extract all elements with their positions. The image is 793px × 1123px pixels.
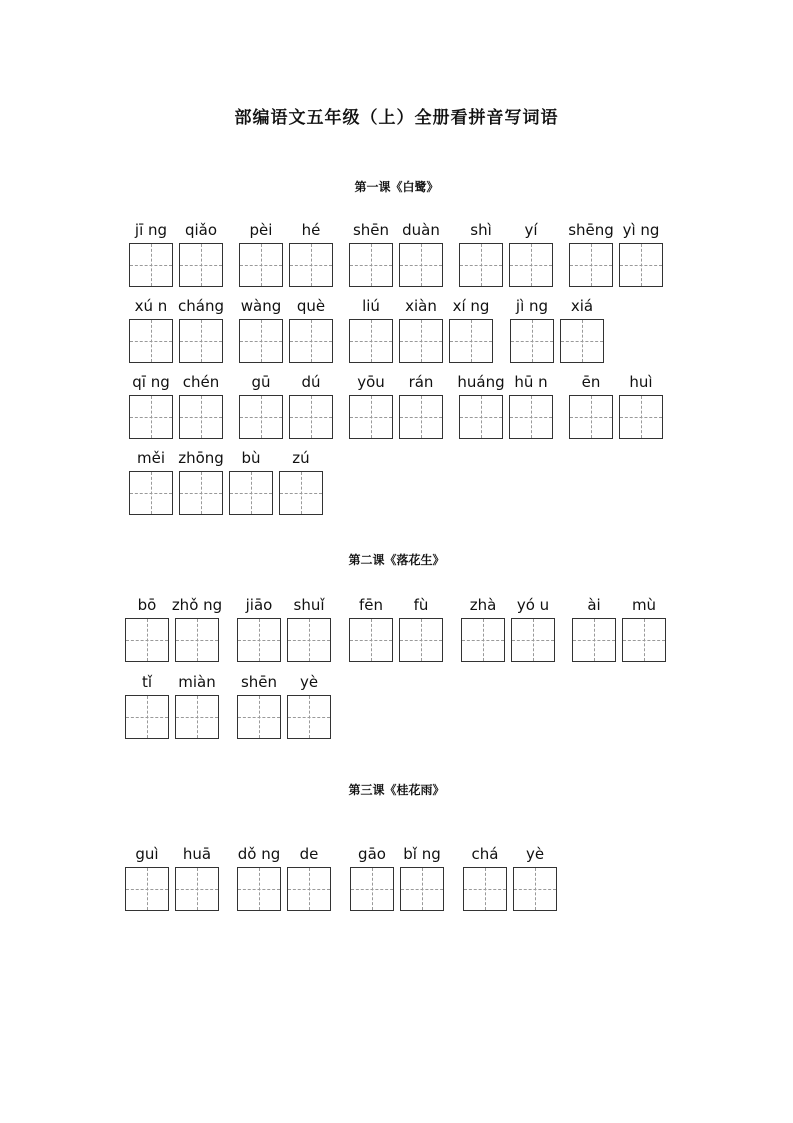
page-title: 部编语文五年级（上）全册看拼音写词语 — [234, 108, 559, 128]
writing-box[interactable] — [287, 695, 331, 739]
pinyin-label: gū — [251, 373, 271, 391]
writing-box[interactable] — [513, 867, 557, 911]
pinyin-label: qī ng — [132, 373, 170, 391]
writing-box[interactable] — [129, 471, 173, 515]
pinyin-label: cháng — [178, 297, 224, 315]
pinyin-label: ēn — [581, 373, 601, 391]
pinyin-label: yè — [299, 673, 319, 691]
writing-box[interactable] — [509, 243, 553, 287]
writing-box[interactable] — [399, 243, 443, 287]
pinyin-label: fù — [413, 596, 429, 614]
pinyin-label: shēn — [352, 221, 390, 239]
pinyin-label: mù — [631, 596, 657, 614]
writing-box[interactable] — [237, 618, 281, 662]
pinyin-label: xí ng — [452, 297, 490, 315]
pinyin-label: huáng — [457, 373, 505, 391]
pinyin-label: bù — [241, 449, 261, 467]
writing-box[interactable] — [399, 618, 443, 662]
pinyin-label: yè — [525, 845, 545, 863]
pinyin-label: shēng — [568, 221, 614, 239]
writing-box[interactable] — [349, 243, 393, 287]
pinyin-label: duàn — [402, 221, 440, 239]
pinyin-label: dǒ ng — [237, 845, 281, 863]
section-heading: 第三课《桂花雨》 — [348, 783, 445, 797]
writing-box[interactable] — [237, 695, 281, 739]
writing-box[interactable] — [619, 243, 663, 287]
writing-box[interactable] — [399, 319, 443, 363]
pinyin-label: chén — [182, 373, 220, 391]
writing-box[interactable] — [461, 618, 505, 662]
writing-box[interactable] — [125, 695, 169, 739]
writing-box[interactable] — [289, 395, 333, 439]
pinyin-label: dú — [301, 373, 321, 391]
writing-box[interactable] — [511, 618, 555, 662]
pinyin-label: pèi — [249, 221, 273, 239]
writing-box[interactable] — [129, 243, 173, 287]
pinyin-label: xú n — [134, 297, 168, 315]
writing-box[interactable] — [179, 471, 223, 515]
writing-box[interactable] — [399, 395, 443, 439]
writing-box[interactable] — [449, 319, 493, 363]
writing-box[interactable] — [560, 319, 604, 363]
pinyin-label: bǐ ng — [403, 845, 441, 863]
writing-box[interactable] — [289, 319, 333, 363]
pinyin-label: měi — [136, 449, 165, 467]
writing-box[interactable] — [179, 319, 223, 363]
writing-box[interactable] — [349, 618, 393, 662]
writing-box[interactable] — [569, 395, 613, 439]
pinyin-label: jiāo — [245, 596, 273, 614]
pinyin-label: liú — [362, 297, 380, 315]
pinyin-label: de — [299, 845, 319, 863]
pinyin-label: huì — [629, 373, 653, 391]
writing-box[interactable] — [239, 395, 283, 439]
pinyin-label: chá — [471, 845, 499, 863]
pinyin-label: yōu — [357, 373, 385, 391]
writing-box[interactable] — [175, 695, 219, 739]
writing-box[interactable] — [229, 471, 273, 515]
pinyin-label: shēn — [240, 673, 278, 691]
writing-box[interactable] — [569, 243, 613, 287]
writing-box[interactable] — [239, 243, 283, 287]
pinyin-label: ài — [587, 596, 601, 614]
pinyin-label: fēn — [358, 596, 384, 614]
writing-box[interactable] — [175, 618, 219, 662]
pinyin-label: wàng — [240, 297, 282, 315]
writing-box[interactable] — [572, 618, 616, 662]
writing-box[interactable] — [459, 395, 503, 439]
writing-box[interactable] — [239, 319, 283, 363]
writing-box[interactable] — [509, 395, 553, 439]
writing-box[interactable] — [179, 243, 223, 287]
pinyin-label: yí — [524, 221, 538, 239]
pinyin-label: jì ng — [515, 297, 549, 315]
pinyin-label: què — [296, 297, 326, 315]
section-heading: 第一课《白鹭》 — [354, 180, 439, 194]
pinyin-label: xiá — [570, 297, 594, 315]
writing-box[interactable] — [349, 395, 393, 439]
writing-box[interactable] — [463, 867, 507, 911]
writing-box[interactable] — [400, 867, 444, 911]
writing-box[interactable] — [287, 618, 331, 662]
pinyin-label: guì — [135, 845, 159, 863]
section-heading: 第二课《落花生》 — [348, 553, 445, 567]
pinyin-label: yì ng — [622, 221, 660, 239]
pinyin-label: shì — [470, 221, 492, 239]
writing-box[interactable] — [350, 867, 394, 911]
pinyin-label: qiǎo — [184, 221, 218, 239]
writing-box[interactable] — [179, 395, 223, 439]
pinyin-label: zhà — [469, 596, 497, 614]
writing-box[interactable] — [175, 867, 219, 911]
writing-box[interactable] — [459, 243, 503, 287]
writing-box[interactable] — [287, 867, 331, 911]
writing-box[interactable] — [279, 471, 323, 515]
writing-box[interactable] — [349, 319, 393, 363]
pinyin-label: hé — [301, 221, 321, 239]
pinyin-label: yó u — [516, 596, 550, 614]
writing-box[interactable] — [125, 618, 169, 662]
writing-box[interactable] — [129, 395, 173, 439]
pinyin-label: zhǒ ng — [171, 596, 223, 614]
pinyin-label: jī ng — [134, 221, 168, 239]
pinyin-label: shuǐ — [293, 596, 325, 614]
writing-box[interactable] — [129, 319, 173, 363]
writing-box[interactable] — [237, 867, 281, 911]
pinyin-label: xiàn — [405, 297, 437, 315]
writing-box[interactable] — [125, 867, 169, 911]
pinyin-label: bō — [137, 596, 157, 614]
pinyin-label: tǐ — [141, 673, 153, 691]
pinyin-label: miàn — [178, 673, 216, 691]
pinyin-label: zhōng — [178, 449, 224, 467]
pinyin-label: huā — [182, 845, 212, 863]
pinyin-label: rán — [408, 373, 434, 391]
pinyin-label: gāo — [358, 845, 386, 863]
pinyin-label: hū n — [514, 373, 548, 391]
writing-box[interactable] — [622, 618, 666, 662]
pinyin-label: zú — [292, 449, 310, 467]
writing-box[interactable] — [510, 319, 554, 363]
writing-box[interactable] — [619, 395, 663, 439]
writing-box[interactable] — [289, 243, 333, 287]
